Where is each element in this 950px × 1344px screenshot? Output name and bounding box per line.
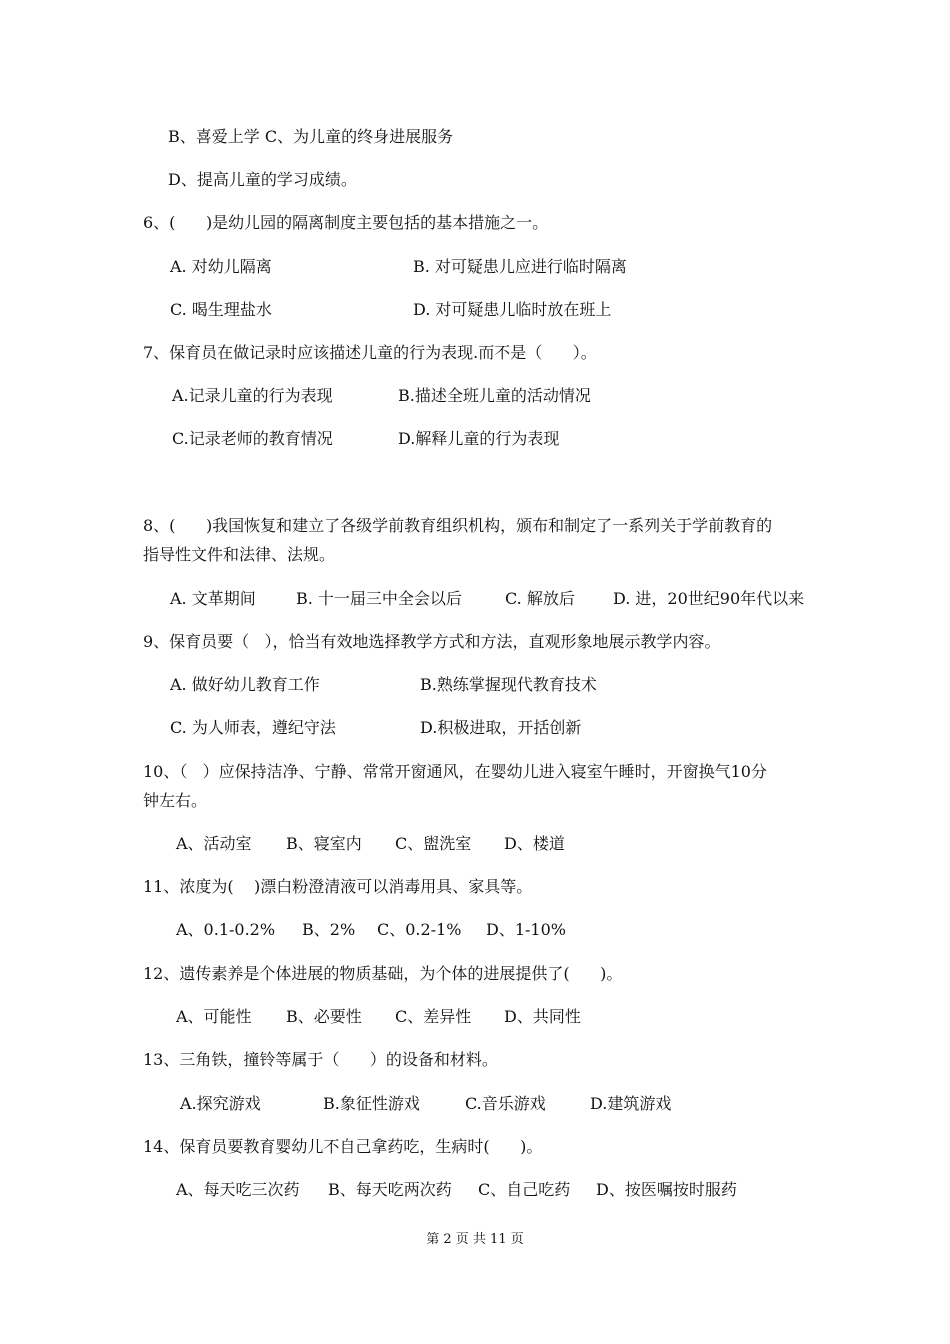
q10-option-c: C、盥洗室: [395, 834, 472, 853]
q11-option-c: C、0.2-1%: [377, 920, 462, 939]
q8-option-c: C. 解放后: [505, 589, 575, 608]
q12-option-b: B、必要性: [286, 1007, 362, 1026]
q13-option-d: D.建筑游戏: [590, 1094, 672, 1113]
q7-option-b: B.描述全班儿童的活动情况: [398, 386, 591, 405]
q6-option-d: D. 对可疑患儿临时放在班上: [413, 300, 612, 319]
q14-option-b: B、每天吃两次药: [328, 1180, 452, 1199]
q10-option-d: D、楼道: [504, 834, 565, 853]
q14-option-d: D、按医嘱按时服药: [596, 1180, 737, 1199]
q14-option-c: C、自己吃药: [478, 1180, 571, 1199]
q10-option-b: B、寝室内: [286, 834, 362, 853]
q13-option-a: A.探究游戏: [180, 1094, 261, 1113]
q6-option-a: A. 对幼儿隔离: [170, 257, 272, 276]
q12-option-d: D、共同性: [504, 1007, 581, 1026]
q12-text: 12、遗传素养是个体进展的物质基础，为个体的进展提供了( )。: [143, 964, 623, 983]
q10-option-a: A、活动室: [176, 834, 252, 853]
q8-option-b: B. 十一届三中全会以后: [296, 589, 462, 608]
q10-text-line1: 10、（ ）应保持洁净、宁静、常常开窗通风，在婴幼儿进入寝室午睡时，开窗换气10分: [143, 762, 767, 781]
q9-option-c: C. 为人师表，遵纪守法: [170, 718, 336, 737]
q13-option-b: B.象征性游戏: [323, 1094, 420, 1113]
q11-option-a: A、0.1-0.2%: [176, 920, 276, 939]
q8-option-a: A. 文革期间: [170, 589, 256, 608]
q11-option-d: D、1-10%: [486, 920, 566, 939]
q6-option-b: B. 对可疑患儿应进行临时隔离: [413, 257, 627, 276]
q10-text-line2: 钟左右。: [143, 791, 208, 810]
q7-text: 7、保育员在做记录时应该描述儿童的行为表现.而不是（ ）。: [143, 343, 597, 362]
q8-option-d: D. 进，20世纪90年代以来: [613, 589, 805, 608]
q12-option-c: C、差异性: [395, 1007, 472, 1026]
q7-option-a: A.记录儿童的行为表现: [172, 386, 333, 405]
q8-text-line1: 8、( )我国恢复和建立了各级学前教育组织机构，颁布和制定了一系列关于学前教育的: [143, 516, 773, 535]
q8-text-line2: 指导性文件和法律、法规。: [143, 545, 336, 564]
q14-text: 14、保育员要教育婴幼儿不自己拿药吃，生病时( )。: [143, 1137, 543, 1156]
q14-option-a: A、每天吃三次药: [176, 1180, 300, 1199]
q13-text: 13、三角铁，撞铃等属于（ ）的设备和材料。: [143, 1050, 498, 1069]
q9-option-b: B.熟练掌握现代教育技术: [420, 675, 597, 694]
q5-option-b-c: B、喜爱上学 C、为儿童的终身进展服务: [168, 127, 454, 146]
q7-option-c: C.记录老师的教育情况: [172, 429, 333, 448]
q9-option-a: A. 做好幼儿教育工作: [170, 675, 320, 694]
q9-text: 9、保育员要（ ），恰当有效地选择教学方式和方法，直观形象地展示教学内容。: [143, 632, 721, 651]
q6-text: 6、( )是幼儿园的隔离制度主要包括的基本措施之一。: [143, 213, 549, 232]
q7-option-d: D.解释儿童的行为表现: [398, 429, 560, 448]
q11-text: 11、浓度为( )漂白粉澄清液可以消毒用具、家具等。: [143, 877, 533, 896]
q12-option-a: A、可能性: [176, 1007, 252, 1026]
q11-option-b: B、2%: [302, 920, 356, 939]
q5-option-d: D、提高儿童的学习成绩。: [168, 170, 357, 189]
q6-option-c: C. 喝生理盐水: [170, 300, 272, 319]
q13-option-c: C.音乐游戏: [465, 1094, 546, 1113]
q9-option-d: D.积极进取，开括创新: [420, 718, 582, 737]
page-footer: 第 2 页 共 11 页: [426, 1232, 524, 1247]
